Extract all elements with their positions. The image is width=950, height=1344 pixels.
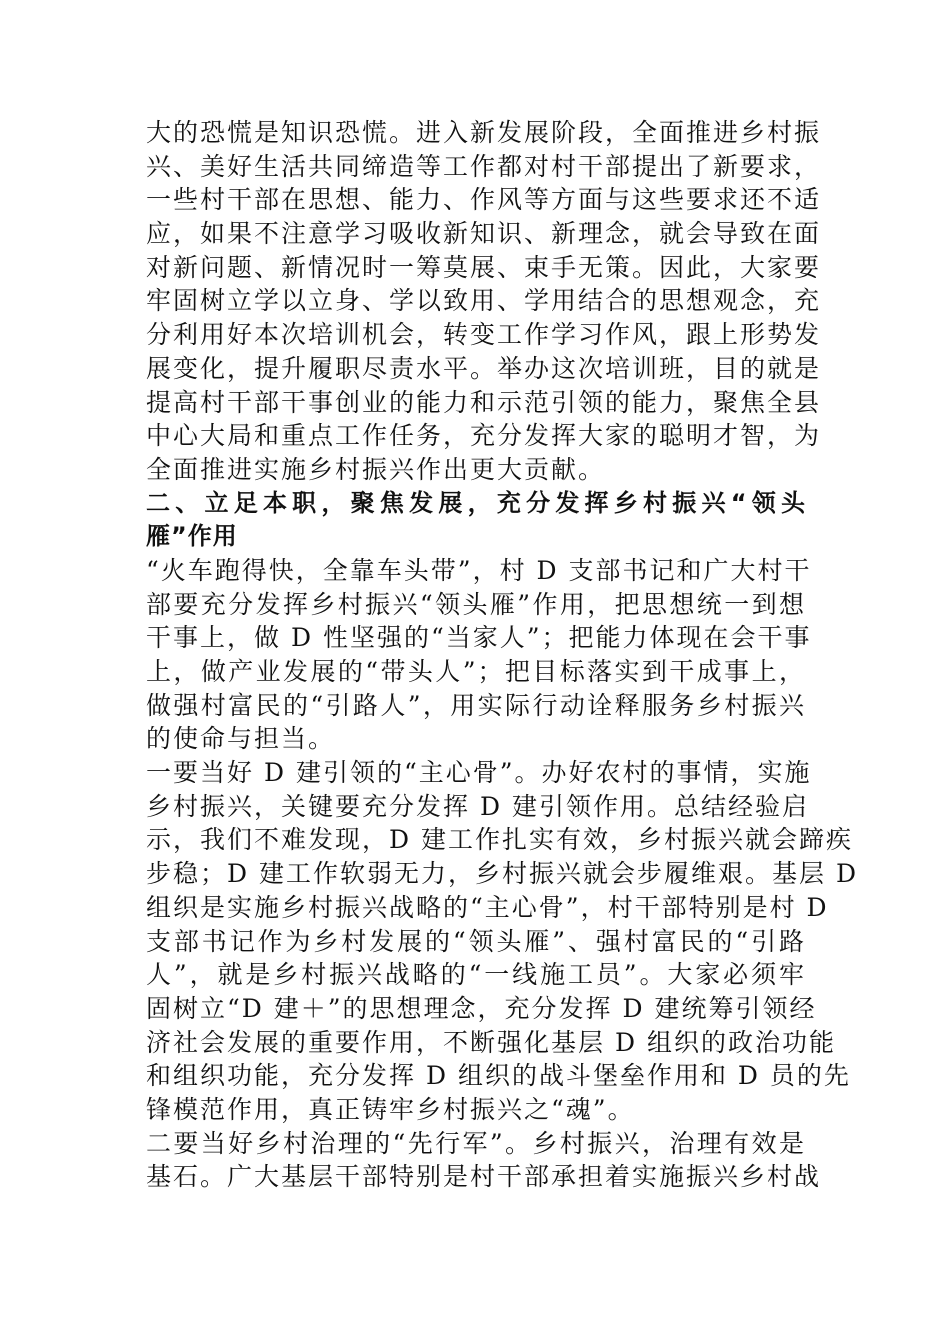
body-text-line: 乡村振兴，关键要充分发挥 D 建引领作用。总结经验启 [146,791,809,821]
section-heading-line: 二、立足本职，聚焦发展，充分发挥乡村振兴“领头 [146,488,806,517]
body-text-line: 一要当好 D 建引领的“主心骨”。办好农村的事情，实施 [146,758,812,788]
body-text-line: 支部书记作为乡村发展的“领头雁”、强村富民的“引路 [146,926,806,956]
body-text-line: 的使命与担当。 [146,724,336,754]
body-text-line: 对新问题、新情况时一筹莫展、束手无策。因此，大家要 [146,252,822,282]
body-text-line: 示，我们不难发现，D 建工作扎实有效，乡村振兴就会蹄疾 [146,825,853,855]
body-text-line: 上，做产业发展的“带头人”；把目标落实到干成事上， [146,657,806,686]
section-heading-line: 雁”作用 [146,522,238,551]
body-text-line: 济社会发展的重要作用，不断强化基层 D 组织的政治功能 [146,1027,836,1057]
body-text-line: 兴、美好生活共同缔造等工作都对村干部提出了新要求， [146,151,822,181]
body-text-line: 步稳；D 建工作软弱无力，乡村振兴就会步履维艰。基层 D [146,859,858,889]
body-text-line: 部要充分发挥乡村振兴“领头雁”作用，把思想统一到想 [146,589,806,619]
body-text-line: 二要当好乡村治理的“先行军”。乡村振兴，治理有效是 [146,1128,806,1158]
body-text-line: 展变化，提升履职尽责水平。举办这次培训班，目的就是 [146,353,822,383]
body-text-line: 一些村干部在思想、能力、作风等方面与这些要求还不适 [146,185,822,215]
body-text-line: 中心大局和重点工作任务，充分发挥大家的聪明才智，为 [146,421,822,451]
body-text-line: 和组织功能，充分发挥 D 组织的战斗堡垒作用和 D 员的先 [146,1061,851,1091]
body-text-line: 组织是实施乡村振兴战略的“主心骨”，村干部特别是村 D [146,892,829,922]
body-text-line: 牢固树立学以立身、学以致用、学用结合的思想观念，充 [146,286,822,316]
body-text-line: 干事上，做 D 性坚强的“当家人”；把能力体现在会干事 [146,623,812,653]
body-text-line: 基石。广大基层干部特别是村干部承担着实施振兴乡村战 [146,1162,822,1192]
body-text-line: “火车跑得快，全靠车头带”，村 D 支部书记和广大村干 [146,555,812,585]
body-text-line: 大的恐慌是知识恐慌。进入新发展阶段，全面推进乡村振 [146,118,822,147]
body-text-line: 全面推进实施乡村振兴作出更大贡献。 [146,454,606,484]
document-page [146,116,858,1194]
body-text-line: 分利用好本次培训机会，转变工作学习作风，跟上形势发 [146,320,822,350]
body-text-line: 应，如果不注意学习吸收新知识、新理念，就会导致在面 [146,219,822,249]
body-text-line: 固树立“D 建＋”的思想理念，充分发挥 D 建统筹引领经 [146,993,817,1023]
body-text-line: 人”，就是乡村振兴战略的“一线施工员”。大家必须牢 [146,960,806,990]
body-text-line: 提高村干部干事创业的能力和示范引领的能力，聚焦全县 [146,387,822,417]
body-text-line: 锋模范作用，真正铸牢乡村振兴之“魂”。 [146,1094,635,1124]
body-text-line: 做强村富民的“引路人”，用实际行动诠释服务乡村振兴 [146,690,806,720]
